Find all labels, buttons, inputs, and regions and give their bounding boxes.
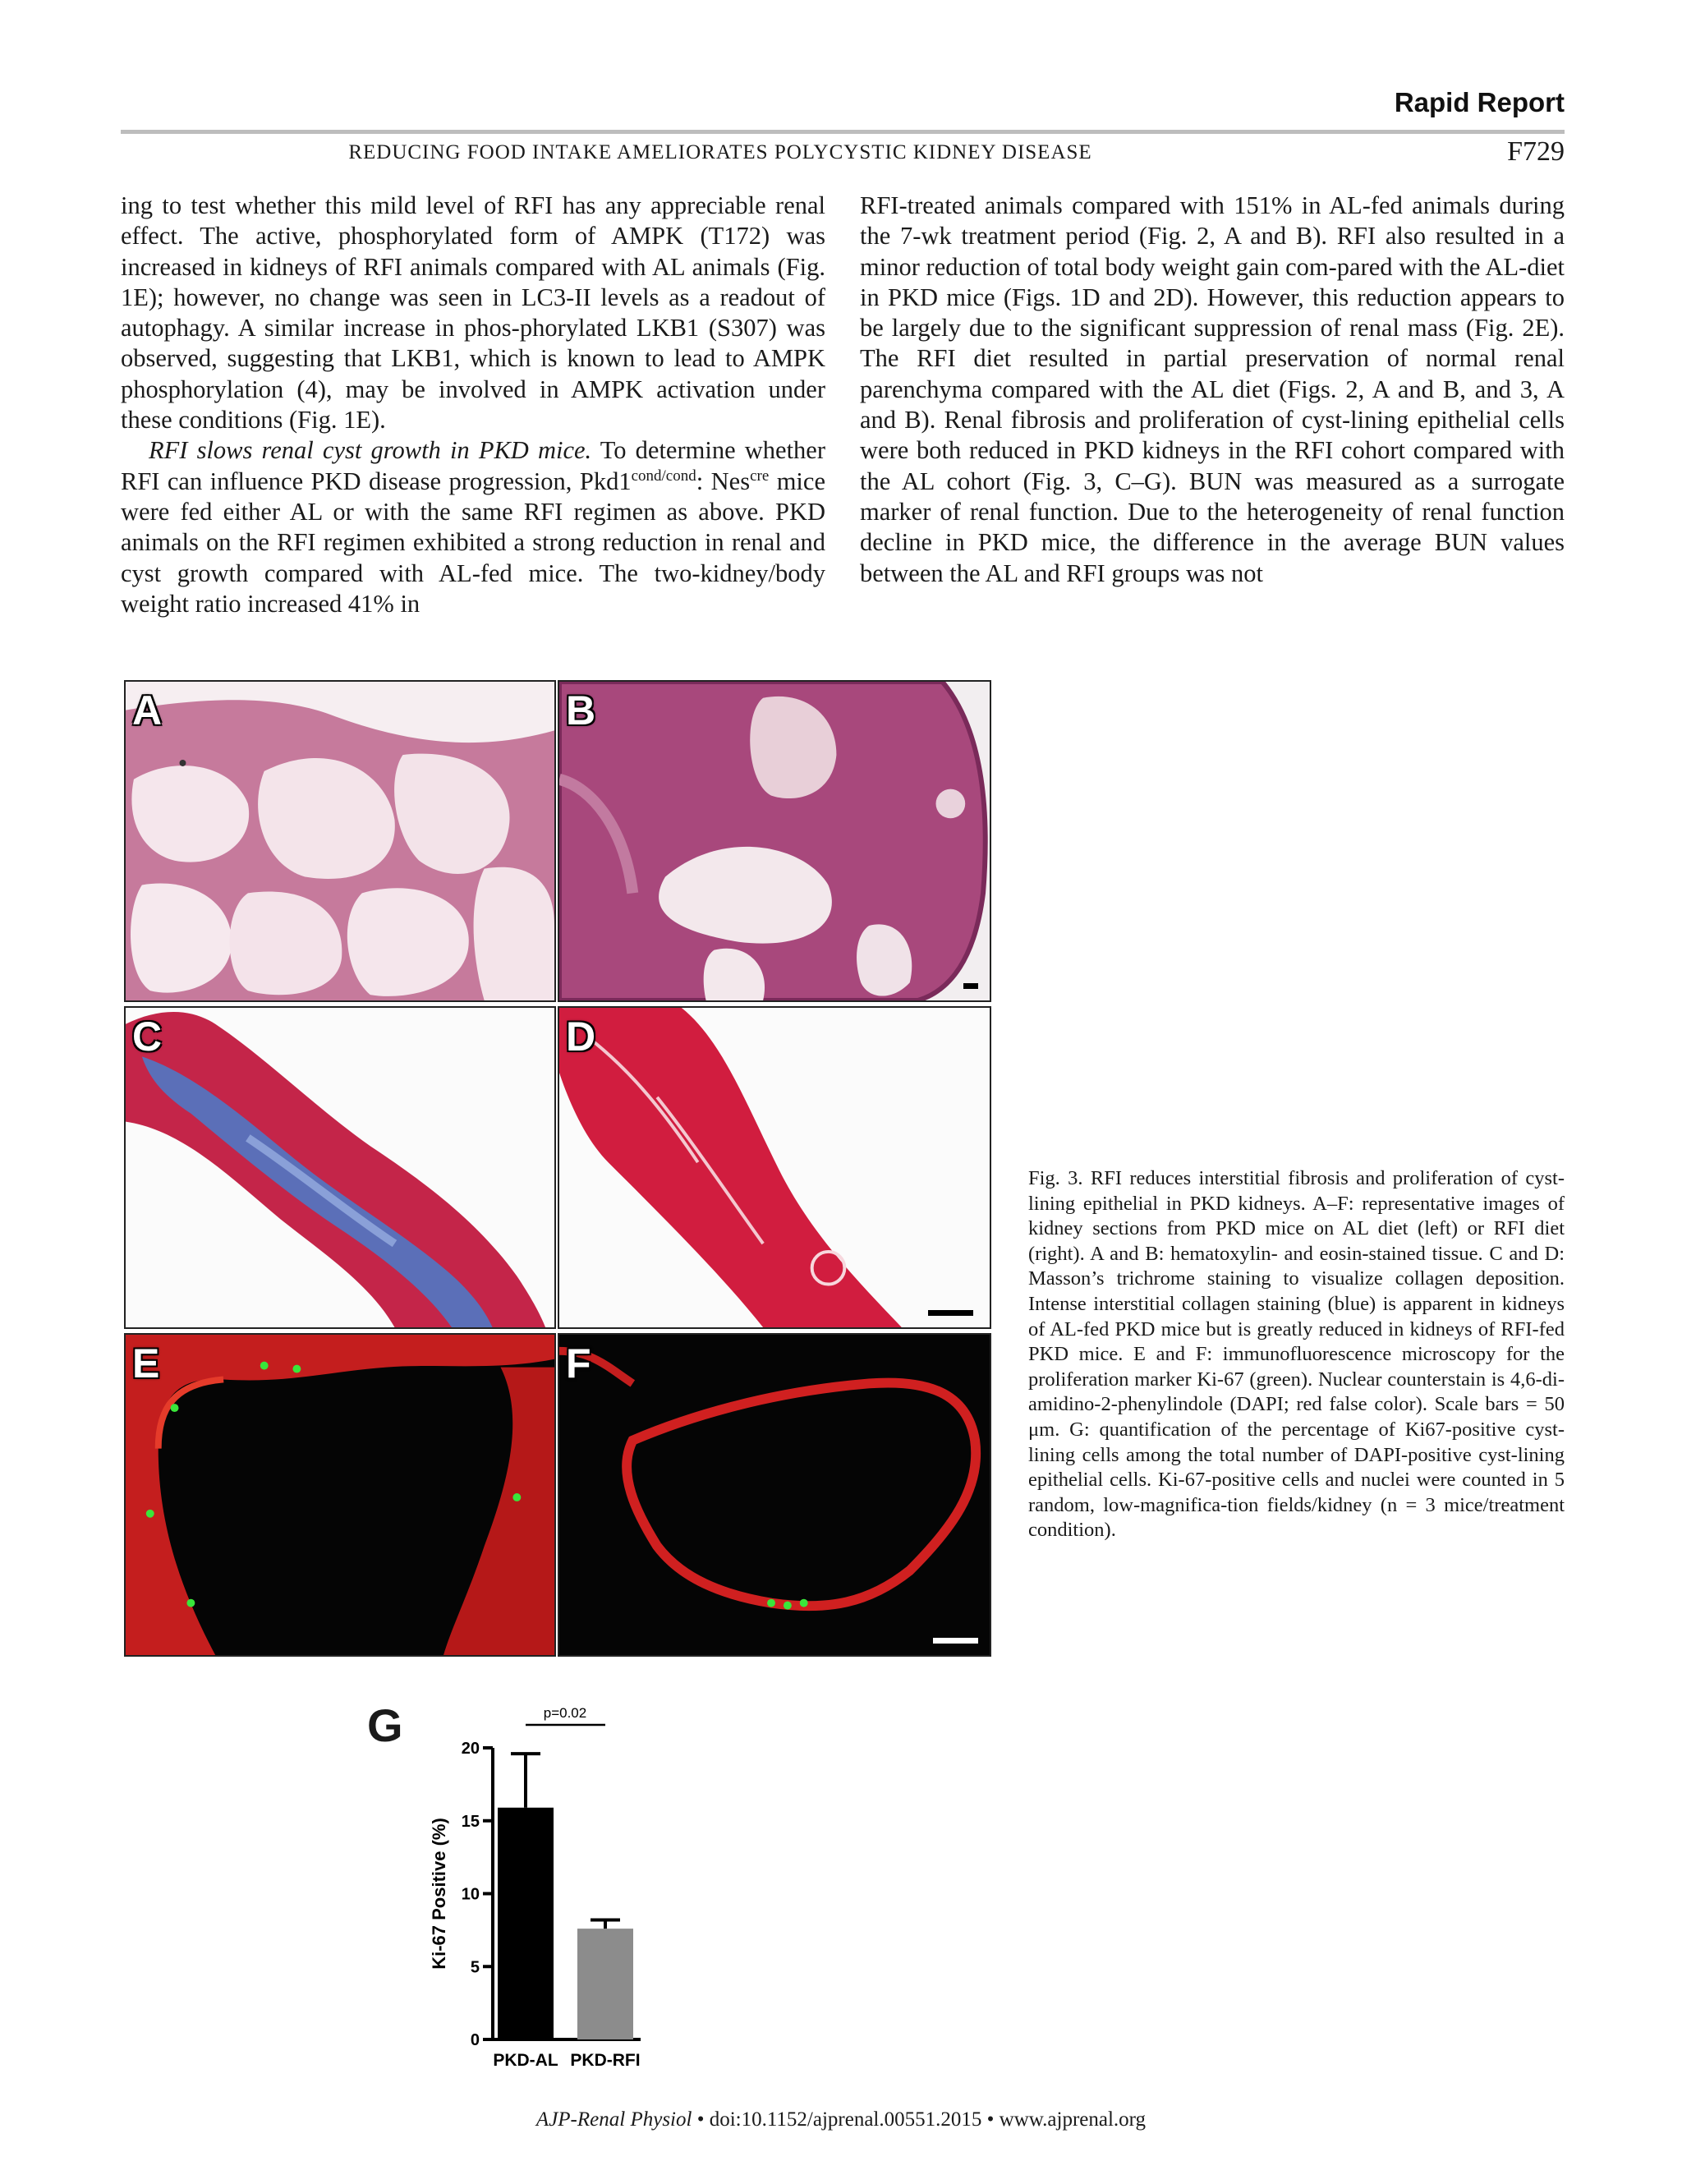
running-head: REDUCING FOOD INTAKE AMELIORATES POLYCYSTIC KIDNEY DISEASE <box>348 141 1092 163</box>
footer-separator: • <box>692 2108 710 2131</box>
panel-letter: C <box>132 1014 163 1060</box>
header-rule <box>121 130 1565 134</box>
page-number: F729 <box>1507 136 1565 167</box>
section-heading: RFI slows renal cyst growth in PKD mice. <box>149 436 592 465</box>
panel-letter: F <box>566 1340 591 1386</box>
footer-separator: • <box>981 2108 1000 2131</box>
x-tick-label: PKD-AL <box>493 2051 558 2070</box>
panel-letter: B <box>566 687 596 733</box>
bar-pkd-rfi <box>577 1929 633 2039</box>
y-tick-label: 5 <box>470 1958 480 1977</box>
scale-bar <box>963 983 978 989</box>
panel-letter: A <box>132 687 163 733</box>
y-tick-label: 20 <box>461 1740 480 1758</box>
ki67-bar-chart <box>361 1690 690 2076</box>
y-tick-label: 0 <box>470 2031 480 2049</box>
paragraph: ing to test whether this mild level of RFI has any appreciable renal effect. The active, phosphorylated form of AMPK (T172) was increased in kidneys of RFI animals compared with AL animals (Fig. 1E); however, no change was seen in LC3-II levels as a readout of autophagy. A similar increase in phos-phorylated LKB1 (S307) was observed, suggesting that LKB1, which is known to lead to AMPK phosphorylation (4), may be involved in AMPK activation under these conditions (Fig. 1E). <box>121 191 825 435</box>
p-value-annotation: p=0.02 <box>543 1705 587 1721</box>
footer-doi: doi:10.1152/ajprenal.00551.2015 <box>709 2108 982 2131</box>
figure-caption: Fig. 3. RFI reduces interstitial fibrosis and proliferation of cyst-lining epithelial in PKD kidneys. A–F: representative images of kidney sections from PKD mice on AL diet (left) or RFI diet (right). A and B: hematoxylin- and eosin-stained tissue. C and D: Masson’s trichrome staining to visualize collagen deposition. Intense interstitial collagen staining (blue) is apparent in kidneys of AL-fed PKD mice but is greatly reduced in kidneys of RFI-fed PKD mice. E and F: immunofluorescence microscopy for the proliferation marker Ki-67 (green). Nuclear counterstain is 4,6-di-amidino-2-phenylindole (DAPI; red false color). Scale bars = 50 μm. G: quantification of the percentage of Ki67-positive cyst-lining cells among the total number of DAPI-positive cyst-lining epithelial cells. Ki-67-positive cells and nuclei were counted in 5 random, low-magnifica-tion fields/kidney (n = 3 mice/treatment condition). <box>1028 1167 1565 1542</box>
figure-panel-c <box>124 1006 556 1329</box>
figure-panel-b <box>558 680 991 1002</box>
y-tick-label: 10 <box>461 1885 480 1904</box>
footer-url: www.ajprenal.org <box>999 2108 1147 2131</box>
panel-letter: D <box>566 1014 596 1060</box>
body-column-left <box>121 191 825 619</box>
scale-bar <box>933 1638 978 1644</box>
scale-bar <box>928 1310 973 1316</box>
report-type-label: Rapid Report <box>1394 87 1565 117</box>
figure-panel-d <box>558 1006 991 1329</box>
bar-pkd-al <box>498 1808 554 2039</box>
paragraph: RFI slows renal cyst growth in PKD mice. To determine whether RFI can influence PKD disease progression, $Pkd1^{cond/cond}$: Nes$^{cre}$ mice were fed either AL or with the same RFI regimen as above. PKD animals on the RFI regimen exhibited a strong reduction in renal and cyst growth compared with AL-fed mice. The two-kidney/body weight ratio increased 41% in <box>121 436 825 618</box>
page-footer <box>0 2108 1682 2131</box>
chart-panel-letter: G <box>367 1699 403 1751</box>
journal-name: AJP-Renal Physiol <box>535 2108 692 2131</box>
paragraph: RFI-treated animals compared with 151% in AL-fed animals during the 7-wk treatment period (Fig. 2, A and B). RFI also resulted in a minor reduction of total body weight gain com-pared with the AL-diet in PKD mice (Figs. 1D and 2D). However, this reduction appears to be largely due to the significant suppression of renal mass (Fig. 2E). The RFI diet resulted in partial preservation of normal renal parenchyma compared with the AL diet (Figs. 2, A and B, and 3, A and B). Renal fibrosis and proliferation of cyst-lining epithelial cells were both reduced in PKD kidneys in the RFI cohort compared with the AL cohort (Fig. 3, C–G). BUN was measured as a surrogate marker of renal function. Due to the heterogeneity of renal function decline in PKD mice, the difference in the average BUN values between the AL and RFI groups was not <box>860 191 1565 587</box>
figure-panel-f <box>558 1333 991 1657</box>
y-tick-label: 15 <box>461 1812 480 1831</box>
panel-letter: E <box>132 1340 160 1386</box>
figure-panel-e <box>124 1333 556 1657</box>
figure-panel-a <box>124 680 556 1002</box>
body-column-right <box>860 191 1565 589</box>
y-axis-label: Ki-67 Positive (%) <box>429 1818 449 1970</box>
x-tick-label: PKD-RFI <box>570 2051 641 2070</box>
